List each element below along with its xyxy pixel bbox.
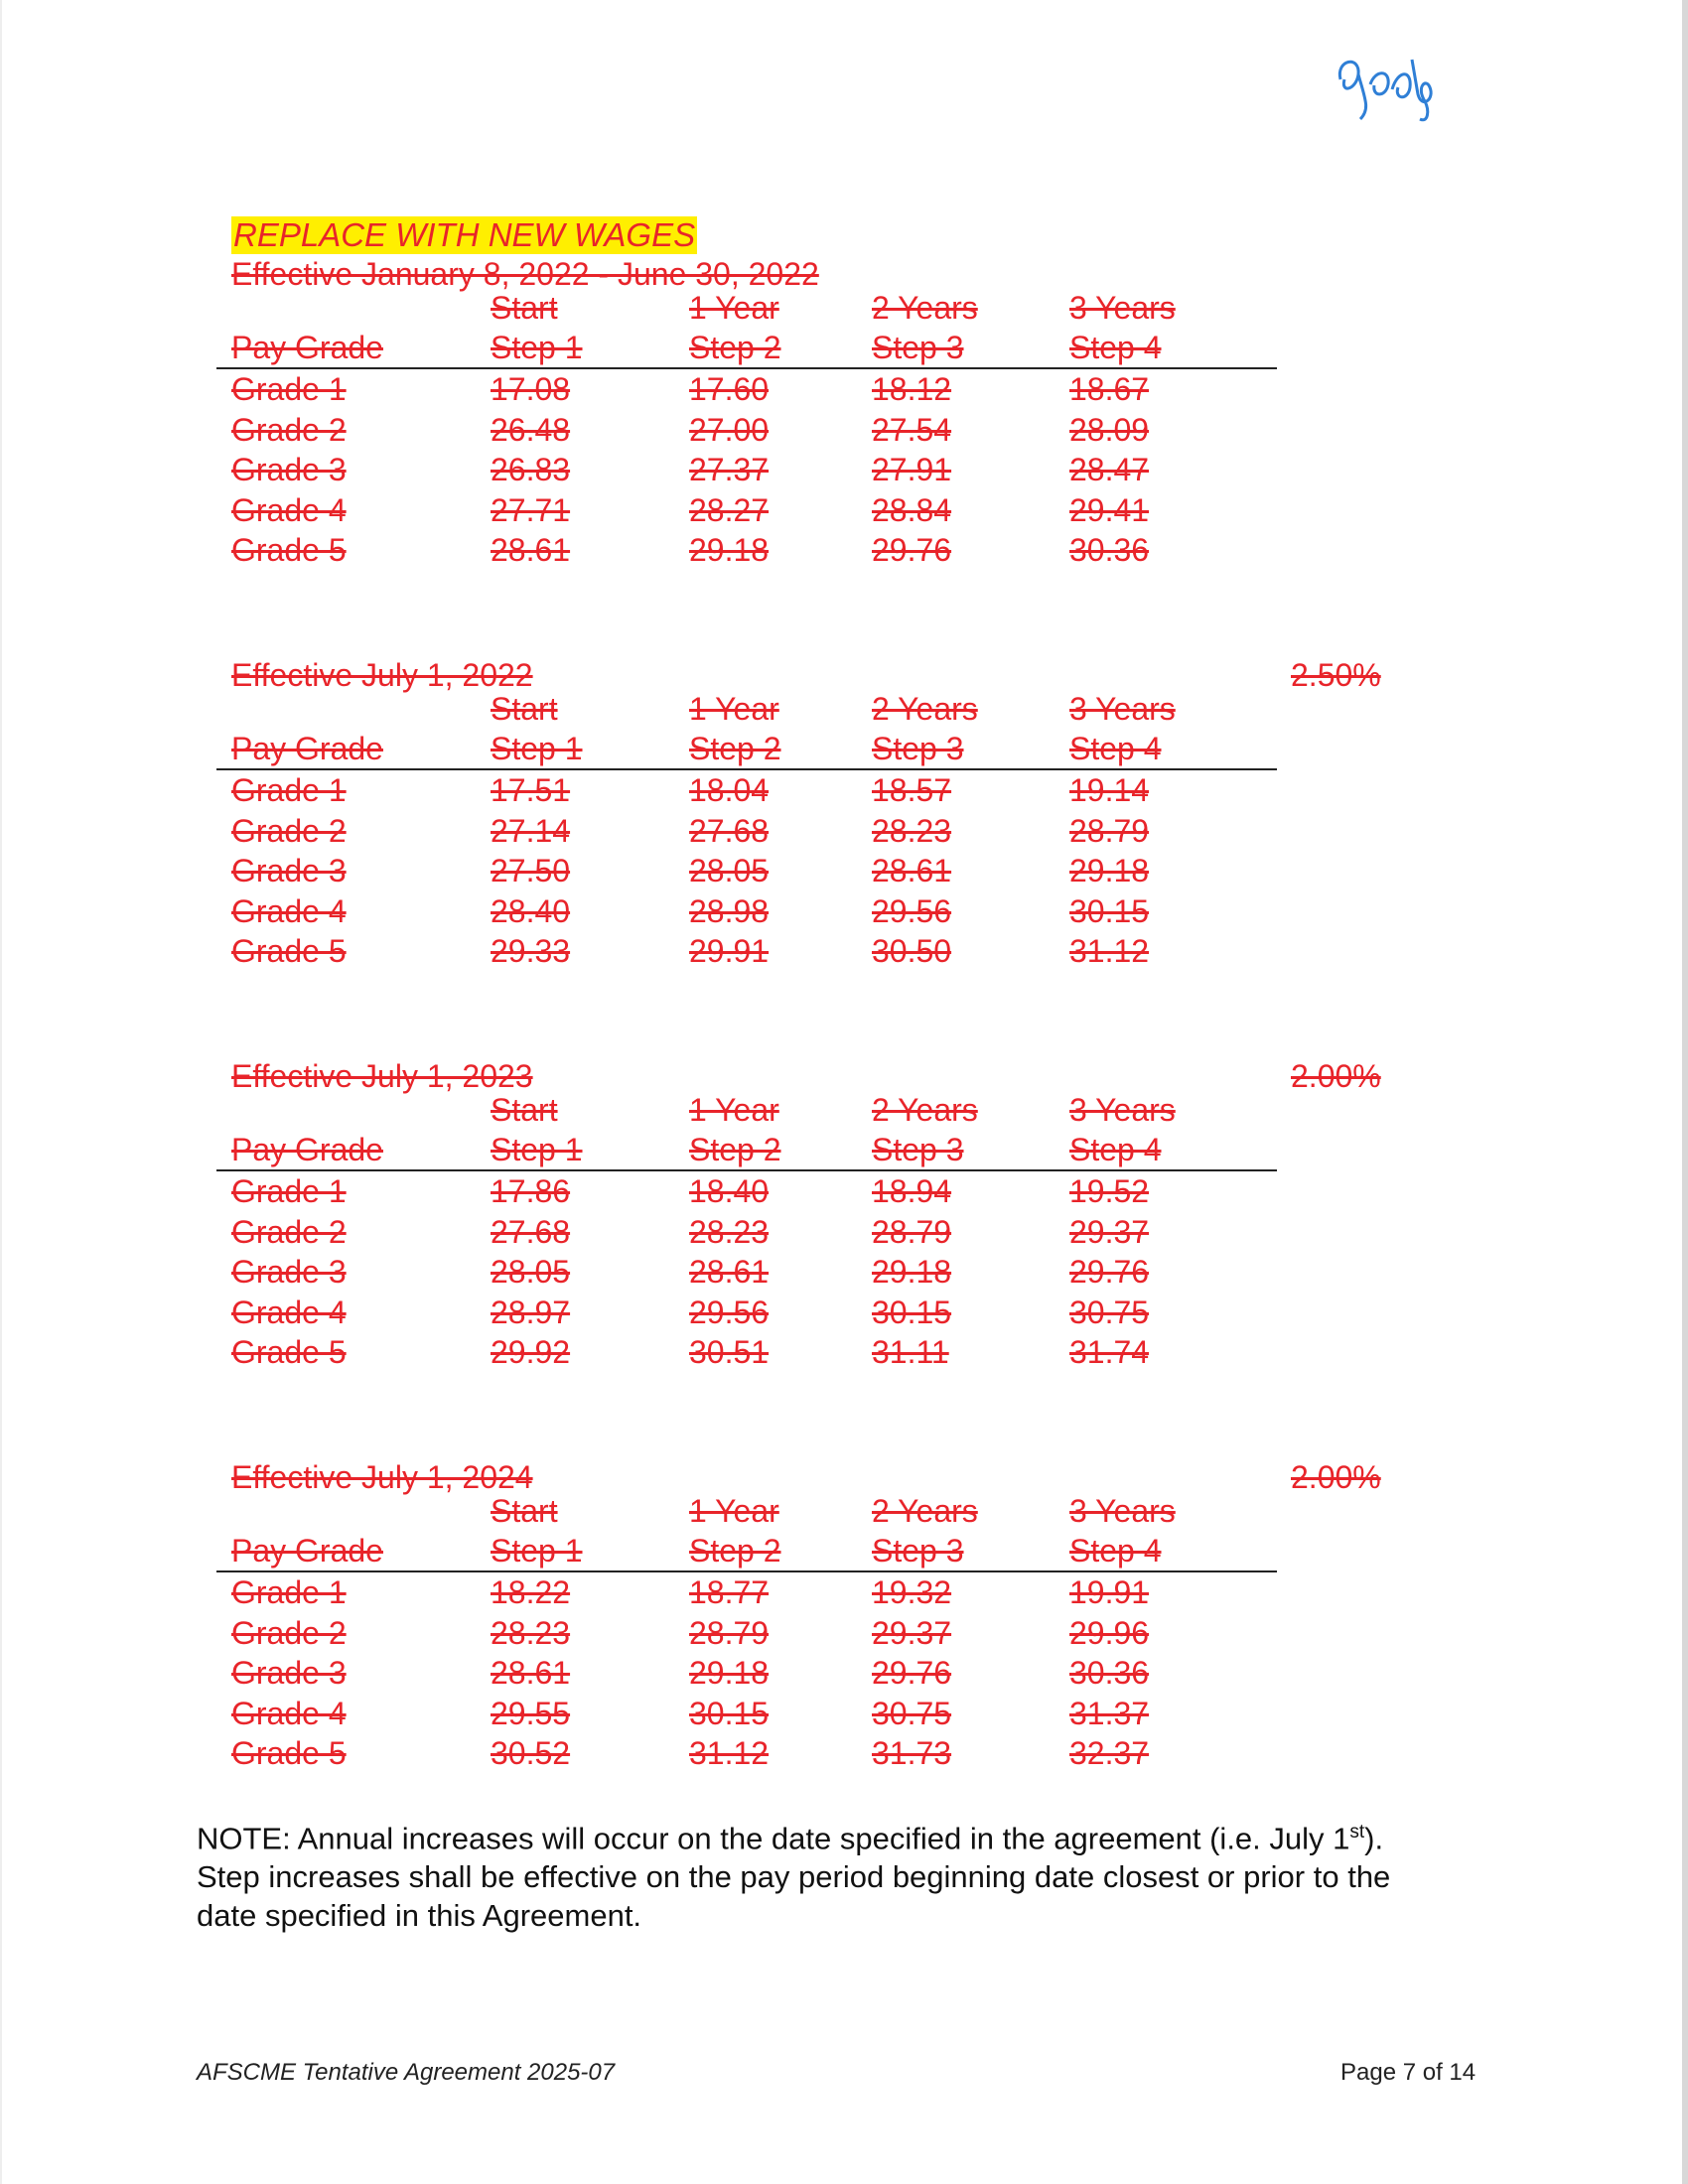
wage-cell: 28.23 (689, 1213, 770, 1250)
wage-cell: 28.79 (689, 1614, 770, 1651)
pay-grade-cell: Grade 5 (231, 1334, 347, 1370)
note-superscript: st (1349, 1822, 1365, 1843)
pay-grade-cell: Grade 1 (231, 371, 347, 407)
wage-cell: 29.18 (689, 532, 770, 568)
wage-cell: 27.00 (689, 411, 770, 448)
wage-section (0, 657, 1688, 969)
wage-cell: 29.37 (1069, 1213, 1150, 1250)
handwritten-initials (1331, 40, 1450, 129)
wage-cell: 17.51 (491, 772, 571, 808)
wage-cell: 28.97 (491, 1294, 571, 1330)
wage-cell: 30.51 (689, 1334, 770, 1370)
wage-cell: 30.50 (872, 933, 952, 969)
column-header: Step 3 (872, 731, 964, 766)
wage-cell: 29.56 (872, 892, 952, 929)
wage-cell: 18.77 (689, 1574, 770, 1610)
pay-grade-cell: Grade 2 (231, 411, 347, 448)
pay-grade-cell: Grade 1 (231, 1173, 347, 1209)
wage-cell: 27.91 (872, 452, 952, 487)
pay-grade-cell: Grade 3 (231, 853, 347, 888)
column-header-top: 3 Years (1069, 1092, 1176, 1128)
wage-cell: 28.79 (872, 1213, 952, 1250)
wage-cell: 18.04 (689, 772, 770, 808)
pay-grade-cell: Grade 4 (231, 892, 347, 929)
wage-cell: 28.23 (872, 812, 952, 849)
wage-cell: 29.91 (689, 933, 770, 969)
column-header: Step 1 (491, 1533, 583, 1569)
wage-cell: 29.55 (491, 1695, 571, 1731)
pay-grade-cell: Grade 3 (231, 452, 347, 487)
column-header: Step 2 (689, 330, 781, 365)
column-header-top: Start (491, 1493, 558, 1529)
column-header: Step 3 (872, 1533, 964, 1569)
wage-cell: 31.37 (1069, 1695, 1150, 1731)
wage-cell: 30.75 (872, 1695, 952, 1731)
wage-cell: 28.84 (872, 491, 952, 528)
wage-cell: 31.12 (689, 1735, 770, 1771)
wage-cell: 28.61 (689, 1254, 770, 1290)
wage-cell: 18.12 (872, 371, 952, 407)
wage-section (0, 1459, 1688, 1771)
pay-grade-cell: Grade 3 (231, 1655, 347, 1691)
wage-cell: 28.61 (491, 1655, 571, 1691)
wage-cell: 29.18 (689, 1655, 770, 1691)
column-header-top: 1 Year (689, 290, 779, 326)
wage-cell: 29.18 (1069, 853, 1150, 888)
column-header: Step 1 (491, 330, 583, 365)
wage-cell: 28.05 (491, 1254, 571, 1290)
wage-cell: 29.76 (1069, 1254, 1150, 1290)
wage-cell: 28.47 (1069, 452, 1150, 487)
wage-cell: 31.74 (1069, 1334, 1150, 1370)
wage-cell: 30.15 (1069, 892, 1150, 929)
wage-cell: 28.23 (491, 1614, 571, 1651)
footer-page-number: Page 7 of 14 (1340, 2059, 1477, 2086)
column-header-top: 3 Years (1069, 1493, 1176, 1529)
wage-cell: 30.36 (1069, 532, 1150, 568)
wage-cell: 28.98 (689, 892, 770, 929)
wage-cell: 28.09 (1069, 411, 1150, 448)
column-header: Step 2 (689, 731, 781, 766)
wage-cell: 32.37 (1069, 1735, 1150, 1771)
pay-grade-cell: Grade 5 (231, 933, 347, 969)
wage-cell: 18.22 (491, 1574, 571, 1610)
wage-cell: 29.37 (872, 1614, 952, 1651)
note-line-1: NOTE: Annual increases will occur on the date specified in the agreement (i.e. July 1 (197, 1821, 1350, 1856)
pay-grade-cell: Grade 1 (231, 772, 347, 808)
wage-cell: 28.05 (689, 853, 770, 888)
wage-cell: 27.37 (689, 452, 770, 487)
column-header-top: 3 Years (1069, 691, 1176, 727)
increase-percent: 2.00% (1291, 1058, 1381, 1094)
effective-date-title: Effective July 1, 2024 (231, 1459, 533, 1495)
column-header-top: Start (491, 691, 558, 727)
wage-cell: 18.40 (689, 1173, 770, 1209)
wage-cell: 30.36 (1069, 1655, 1150, 1691)
wage-cell: 31.11 (872, 1334, 949, 1370)
wage-cell: 28.27 (689, 491, 770, 528)
pay-grade-cell: Grade 4 (231, 1294, 347, 1330)
wage-cell: 28.79 (1069, 812, 1150, 849)
pay-grade-cell: Grade 5 (231, 1735, 347, 1771)
wage-cell: 17.86 (491, 1173, 571, 1209)
wage-cell: 29.18 (872, 1254, 952, 1290)
wage-cell: 17.08 (491, 371, 571, 407)
wage-cell: 19.91 (1069, 1574, 1150, 1610)
wage-cell: 27.68 (491, 1213, 571, 1250)
column-header: Step 1 (491, 1132, 583, 1167)
wage-cell: 18.67 (1069, 371, 1150, 407)
wage-cell: 31.12 (1069, 933, 1150, 969)
wage-cell: 29.76 (872, 532, 952, 568)
wage-cell: 27.71 (491, 491, 571, 528)
column-header-top: 3 Years (1069, 290, 1176, 326)
column-header: Step 4 (1069, 731, 1162, 766)
note-line-3: date specified in this Agreement. (197, 1898, 642, 1934)
pay-grade-cell: Grade 2 (231, 812, 347, 849)
column-header-top: 2 Years (872, 691, 978, 727)
wage-cell: 17.60 (689, 371, 770, 407)
column-header-top: Start (491, 1092, 558, 1128)
wage-cell: 30.75 (1069, 1294, 1150, 1330)
pay-grade-cell: Grade 1 (231, 1574, 347, 1610)
column-header: Pay Grade (231, 330, 383, 365)
wage-cell: 19.32 (872, 1574, 952, 1610)
pay-grade-cell: Grade 5 (231, 532, 347, 568)
footer-document-title: AFSCME Tentative Agreement 2025-07 (197, 2059, 616, 2086)
increase-percent: 2.50% (1291, 657, 1381, 693)
wage-cell: 19.52 (1069, 1173, 1150, 1209)
wage-cell: 29.92 (491, 1334, 571, 1370)
effective-date-title: Effective January 8, 2022 - June 30, 2022 (231, 256, 819, 292)
note-line-2: Step increases shall be effective on the pay period beginning date closest or prior to the (197, 1859, 1391, 1895)
wage-cell: 28.61 (491, 532, 571, 568)
wage-cell: 27.50 (491, 853, 571, 888)
column-header-top: 1 Year (689, 1493, 779, 1529)
column-header: Step 2 (689, 1132, 781, 1167)
wage-cell: 19.14 (1069, 772, 1150, 808)
pay-grade-cell: Grade 4 (231, 1695, 347, 1731)
column-header-top: 1 Year (689, 1092, 779, 1128)
column-header: Step 3 (872, 1132, 964, 1167)
column-header: Step 1 (491, 731, 583, 766)
note-line-1-end: ). (1364, 1821, 1384, 1856)
wage-cell: 29.76 (872, 1655, 952, 1691)
column-header: Pay Grade (231, 1533, 383, 1569)
column-header: Step 4 (1069, 1533, 1162, 1569)
column-header-top: Start (491, 290, 558, 326)
wage-cell: 27.68 (689, 812, 770, 849)
wage-cell: 27.14 (491, 812, 571, 849)
wage-cell: 18.94 (872, 1173, 952, 1209)
effective-date-title: Effective July 1, 2023 (231, 1058, 533, 1094)
wage-cell: 27.54 (872, 411, 952, 448)
wage-cell: 18.57 (872, 772, 952, 808)
wage-cell: 29.41 (1069, 491, 1150, 528)
wage-section (0, 256, 1688, 568)
pay-grade-cell: Grade 4 (231, 491, 347, 528)
increase-percent: 2.00% (1291, 1459, 1381, 1495)
wage-section (0, 1058, 1688, 1370)
replace-wages-label: REPLACE WITH NEW WAGES (233, 216, 696, 253)
wage-cell: 28.40 (491, 892, 571, 929)
column-header: Step 4 (1069, 1132, 1162, 1167)
wage-cell: 30.15 (689, 1695, 770, 1731)
wage-cell: 28.61 (872, 853, 952, 888)
column-header: Pay Grade (231, 1132, 383, 1167)
column-header-top: 2 Years (872, 1493, 978, 1529)
wage-cell: 29.96 (1069, 1614, 1150, 1651)
wage-cell: 26.48 (491, 411, 571, 448)
column-header: Step 4 (1069, 330, 1162, 365)
effective-date-title: Effective July 1, 2022 (231, 657, 533, 693)
wage-cell: 29.33 (491, 933, 571, 969)
wage-cell: 31.73 (872, 1735, 952, 1771)
wage-cell: 26.83 (491, 452, 571, 487)
wage-cell: 30.15 (872, 1294, 952, 1330)
column-header: Step 3 (872, 330, 964, 365)
column-header-top: 2 Years (872, 290, 978, 326)
column-header-top: 1 Year (689, 691, 779, 727)
note-paragraph (197, 1813, 1487, 1935)
pay-grade-cell: Grade 2 (231, 1614, 347, 1651)
pay-grade-cell: Grade 2 (231, 1213, 347, 1250)
column-header: Pay Grade (231, 731, 383, 766)
pay-grade-cell: Grade 3 (231, 1254, 347, 1290)
wage-cell: 30.52 (491, 1735, 571, 1771)
column-header: Step 2 (689, 1533, 781, 1569)
wage-cell: 29.56 (689, 1294, 770, 1330)
column-header-top: 2 Years (872, 1092, 978, 1128)
